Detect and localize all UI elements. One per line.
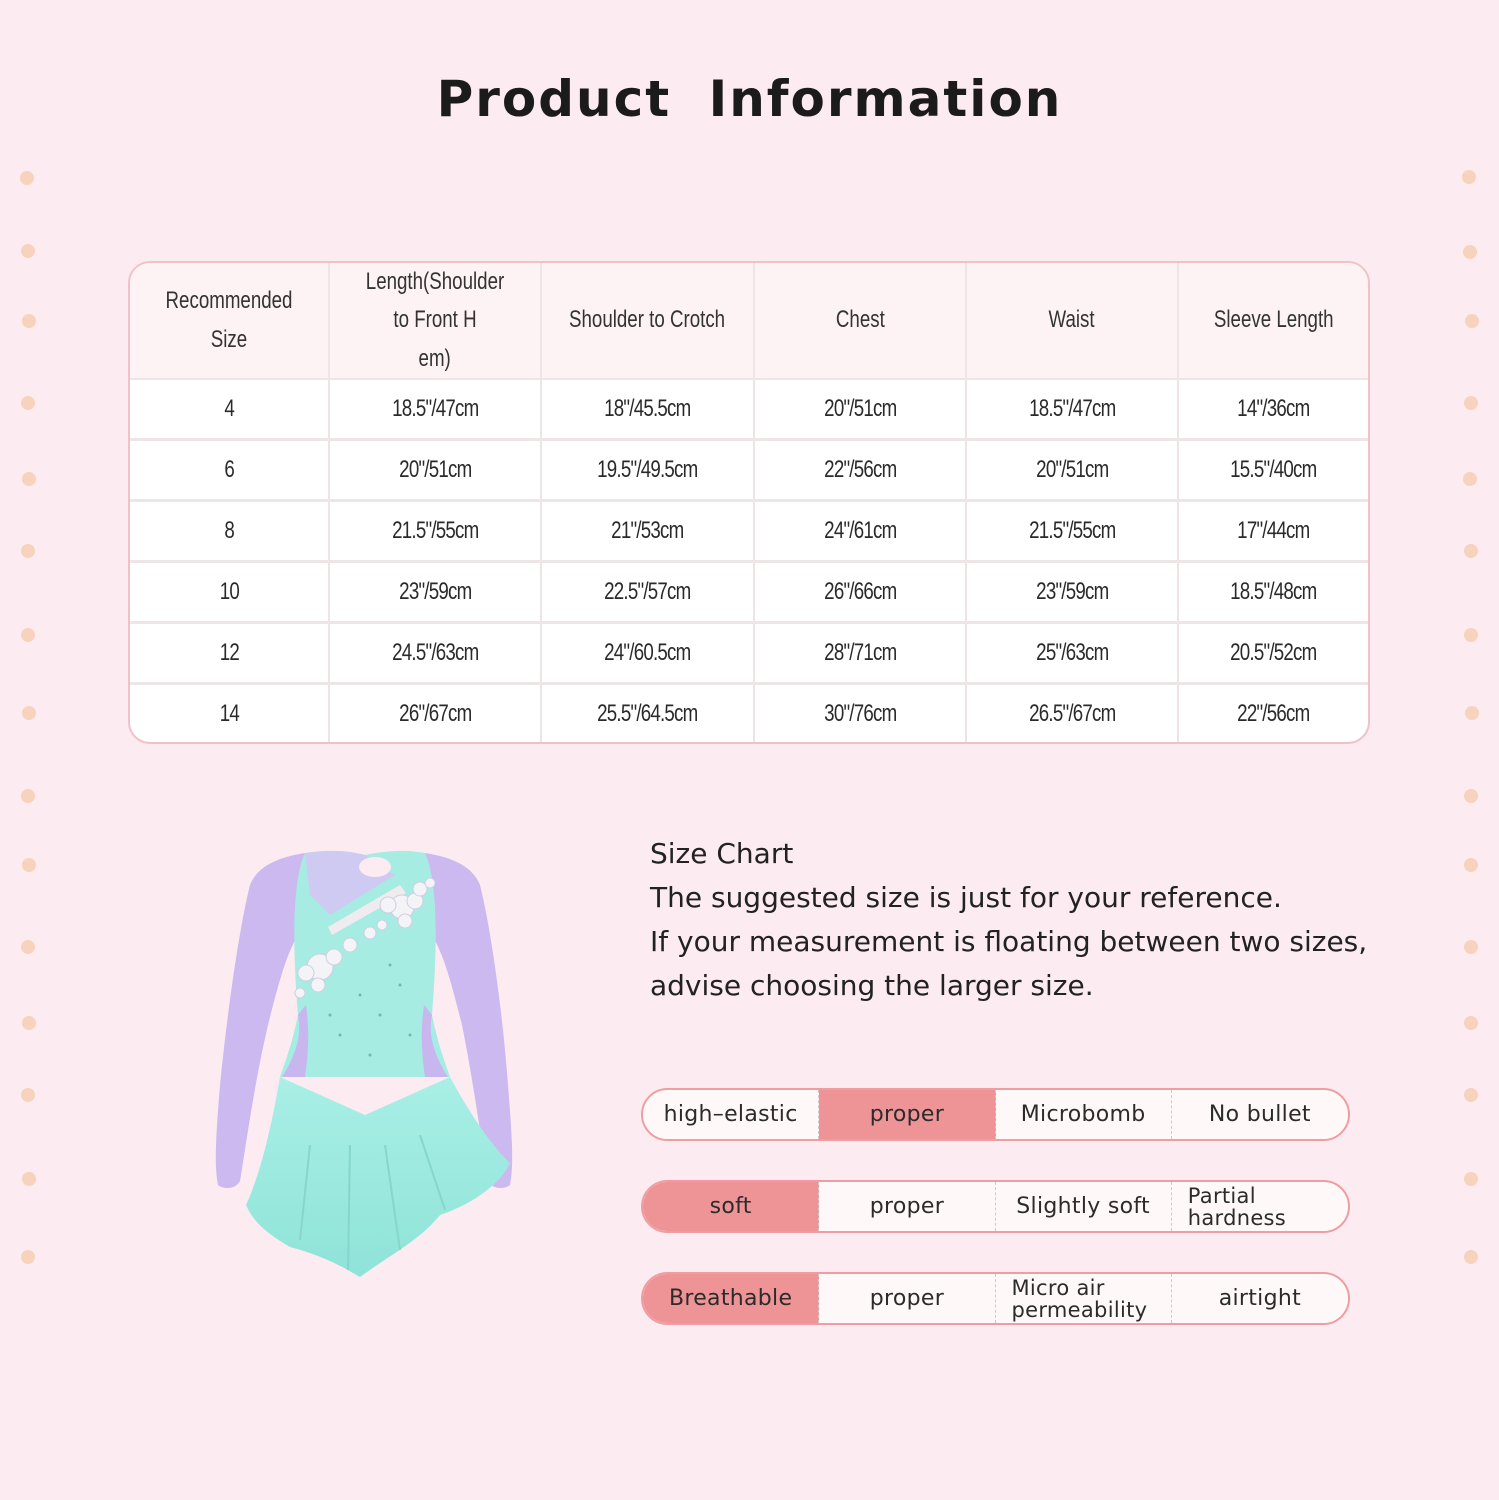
size-chart-description [650, 832, 1410, 1008]
table-cell: 19.5"/49.5cm [541, 439, 754, 500]
table-cell: 12 [130, 623, 329, 684]
table-cell: 23"/59cm [329, 562, 541, 623]
breathability-option: airtight [1218, 1285, 1302, 1311]
table-cell: 18.5"/48cm [1178, 562, 1368, 623]
table-row [130, 379, 1368, 439]
breathability-option: Micro air permeability [996, 1274, 1172, 1323]
table-row [130, 500, 1368, 561]
softness-option: Partial hardness [1187, 1183, 1287, 1230]
table-cell: 26.5"/67cm [966, 684, 1178, 742]
table-cell: 28"/71cm [754, 623, 966, 684]
table-row [130, 439, 1368, 500]
description-heading: Size Chart [650, 837, 794, 870]
table-cell: 20"/51cm [329, 439, 541, 500]
table-cell: 21"/53cm [541, 500, 754, 561]
header-sleeve-length: Sleeve Length [1178, 263, 1368, 379]
header-shoulder-to-crotch: Shoulder to Crotch [541, 263, 754, 379]
elasticity-option: Microbomb [996, 1090, 1172, 1139]
table-cell: 25"/63cm [966, 623, 1178, 684]
elasticity-option: No bullet [1208, 1101, 1311, 1127]
table-cell: 20"/51cm [966, 439, 1178, 500]
table-cell: 24"/60.5cm [541, 623, 754, 684]
header-recommended-size: Recommended Size [130, 263, 329, 379]
table-cell: 18"/45.5cm [541, 379, 754, 439]
table-cell: 17"/44cm [1178, 500, 1368, 561]
softness-option: soft [643, 1182, 819, 1231]
table-cell: 14 [130, 684, 329, 742]
table-cell: 4 [130, 379, 329, 439]
table-cell: 24.5"/63cm [329, 623, 541, 684]
table-cell: 25.5"/64.5cm [541, 684, 754, 742]
header-waist: Waist [966, 263, 1178, 379]
softness-option: Slightly soft [996, 1182, 1172, 1231]
table-row [130, 562, 1368, 623]
softness-option: proper [819, 1182, 995, 1231]
table-cell: 21.5"/55cm [329, 500, 541, 561]
breathability-option: Breathable [643, 1274, 819, 1323]
table-cell: 15.5"/40cm [1178, 439, 1368, 500]
table-cell: 21.5"/55cm [966, 500, 1178, 561]
description-line: advise choosing the larger size. [650, 969, 1094, 1002]
header-chest: Chest [754, 263, 966, 379]
size-table [128, 261, 1370, 744]
dress-image [210, 845, 520, 1285]
header-length: Length(Shoulder to Front H em) [329, 263, 541, 379]
softness-scale [641, 1180, 1350, 1233]
breathability-option: proper [819, 1274, 995, 1323]
table-cell: 18.5"/47cm [966, 379, 1178, 439]
table-cell: 20.5"/52cm [1178, 623, 1368, 684]
table-header-row [130, 263, 1368, 379]
table-cell: 30"/76cm [754, 684, 966, 742]
table-cell: 20"/51cm [754, 379, 966, 439]
description-line: If your measurement is floating between two sizes, [650, 925, 1368, 958]
table-cell: 10 [130, 562, 329, 623]
table-cell: 22"/56cm [1237, 699, 1310, 727]
table-cell: 14"/36cm [1178, 379, 1368, 439]
page-title: Product Information [436, 70, 1063, 128]
table-cell: 18.5"/47cm [329, 379, 541, 439]
elasticity-option: high–elastic [643, 1090, 819, 1139]
table-cell: 22"/56cm [754, 439, 966, 500]
table-row [130, 684, 1368, 742]
table-cell: 23"/59cm [966, 562, 1178, 623]
elasticity-scale [641, 1088, 1350, 1141]
table-cell: 24"/61cm [754, 500, 966, 561]
table-row [130, 623, 1368, 684]
table-cell: 26"/67cm [329, 684, 541, 742]
breathability-scale [641, 1272, 1350, 1325]
table-cell: 22.5"/57cm [541, 562, 754, 623]
table-cell: 26"/66cm [754, 562, 966, 623]
description-line: The suggested size is just for your reference. [650, 881, 1282, 914]
table-cell: 8 [130, 500, 329, 561]
table-cell: 6 [130, 439, 329, 500]
elasticity-option: proper [819, 1090, 995, 1139]
